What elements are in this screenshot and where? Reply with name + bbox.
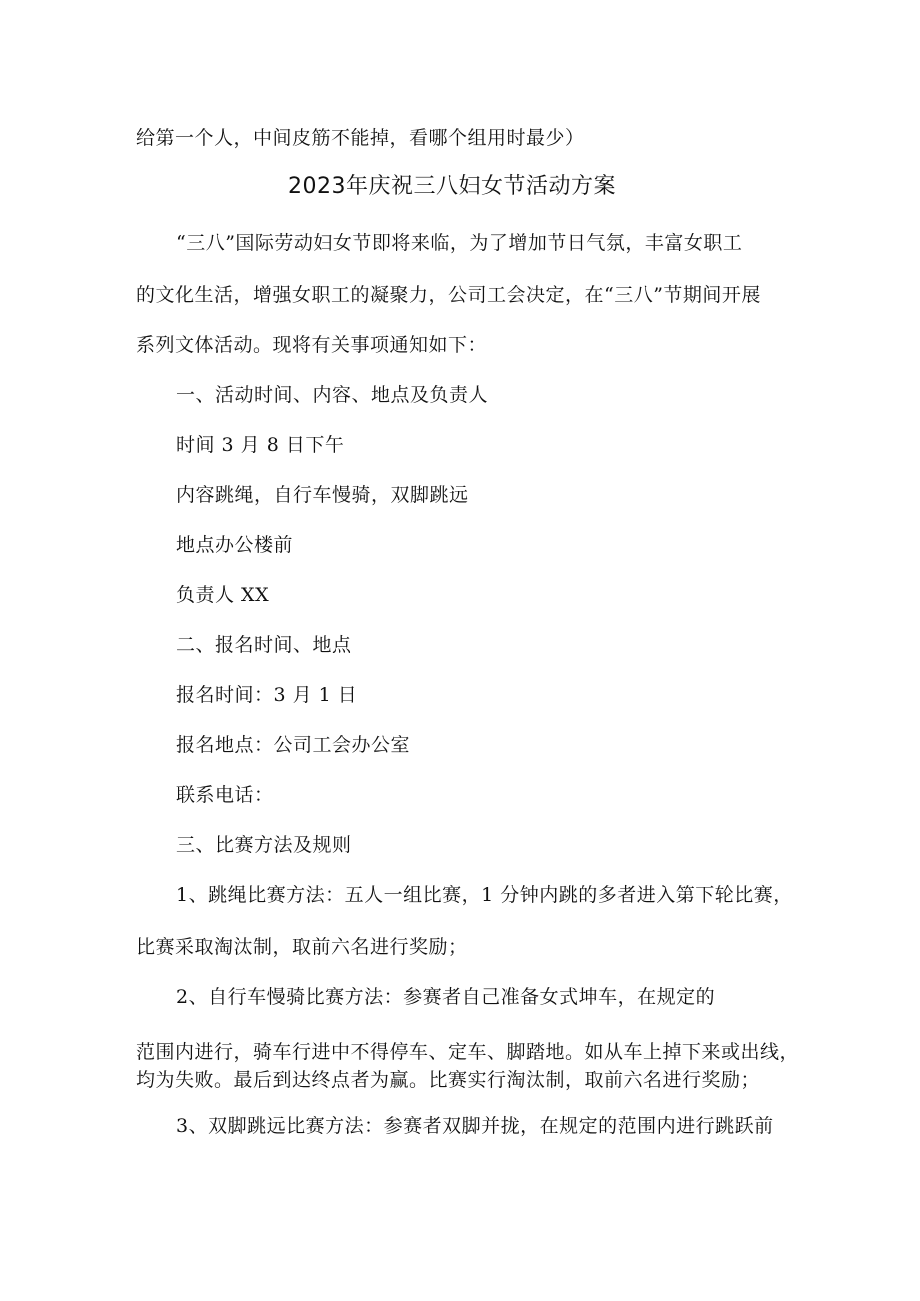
signup-time: 报名时间：3 月 1 日 (176, 684, 358, 706)
activity-owner: 负责人 XX (176, 584, 270, 606)
rule2-line-2: 范围内进行，骑车行进中不得停车、定车、脚踏地。如从车上掉下来或出线， (136, 1041, 800, 1063)
contact-phone: 联系电话： (176, 784, 274, 806)
rule2-line-1: 2、自行车慢骑比赛方法：参赛者自己准备女式坤车，在规定的 (176, 986, 716, 1008)
page-title: 2023年庆祝三八妇女节活动方案 (288, 174, 616, 199)
section2-heading: 二、报名时间、地点 (176, 634, 352, 656)
rule1-line-1: 1、跳绳比赛方法：五人一组比赛，1 分钟内跳的多者进入第下轮比赛， (176, 884, 793, 906)
section1-heading: 一、活动时间、内容、地点及负责人 (176, 384, 489, 406)
activity-time: 时间 3 月 8 日下午 (176, 434, 345, 456)
activity-content: 内容跳绳，自行车慢骑，双脚跳远 (176, 484, 469, 506)
signup-place: 报名地点：公司工会办公室 (176, 734, 411, 756)
activity-location: 地点办公楼前 (176, 534, 294, 556)
intro-line-3: 系列文体活动。现将有关事项通知如下： (136, 334, 488, 356)
intro-line-1: “三八”国际劳动妇女节即将来临，为了增加节日气氛，丰富女职工 (176, 232, 743, 254)
rule3-line-1: 3、双脚跳远比赛方法：参赛者双脚并拢，在规定的范围内进行跳跃前 (176, 1115, 774, 1137)
carryover-line: 给第一个人，中间皮筋不能掉，看哪个组用时最少） (136, 127, 585, 149)
rule2-line-3: 均为失败。最后到达终点者为赢。比赛实行淘汰制，取前六名进行奖励； (136, 1069, 761, 1091)
rule1-line-2: 比赛采取淘汰制，取前六名进行奖励； (136, 936, 468, 958)
section3-heading: 三、比赛方法及规则 (176, 834, 352, 856)
intro-line-2: 的文化生活，增强女职工的凝聚力，公司工会决定，在“三八”节期间开展 (136, 284, 761, 306)
